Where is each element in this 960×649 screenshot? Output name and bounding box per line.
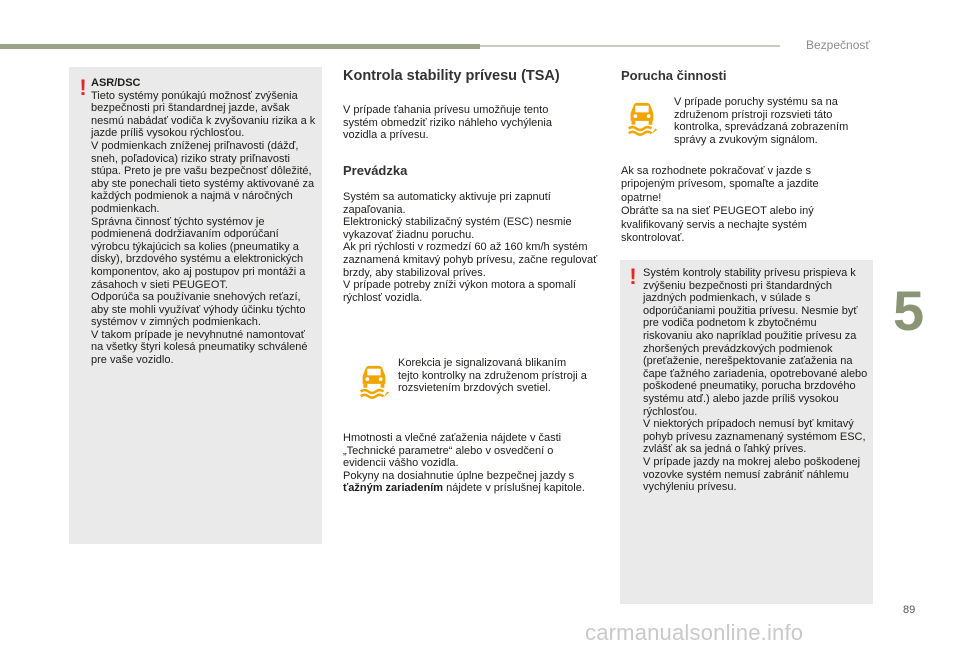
weights-paragraph [343,470,593,495]
asr-dsc-paragraph: V takom prípade je nevyhnutné namontovať na všetky štyri kolesá pneumatiky schválené pre vaše vozidlo. [91,328,308,367]
continue-paragraph: Ak sa rozhodnete pokračovať v jazde s pripojeným prívesom, spomaľte a jazdite opatrne! [621,165,819,204]
tow-device-term: ťažným zariadením [343,482,444,495]
continue-text [621,165,861,245]
asr-dsc-paragraph: Tieto systémy ponúkajú možnosť zvýšenia bezpečnosti pri štandardnej jazde, avšak nesmú nabádať vodiča k zvyšovaniu rizika a k jazde príliš vysokou rýchlosťou. [91,89,316,140]
continue-paragraph: Obráťte sa na sieť PEUGEOT alebo iný kvalifikovaný servis a nechajte systém skontrolovať. [621,205,814,245]
operation-paragraph: Ak pri rýchlosti v rozmedzí 60 až 160 km/h systém zaznamená kmitavý pohyb prívesu, začne regulovať brzdy, aby stabilizoval príves. [343,241,598,279]
trailer-stability-warning-icon [355,363,393,401]
tsa-intro: V prípade ťahania prívesu umožňuje tento systém obmedziť riziko náhleho vychýlenia vozidla a prívesu. [343,104,552,142]
asr-dsc-paragraph: Odporúča sa používanie snehových reťazí, aby ste mohli využívať výhody účinku týchto systémov v zimných podmienkach. [91,291,306,329]
operation-paragraph: V prípade potreby zníži výkon motora a spomalí rýchlosť vozidla. [343,279,576,304]
fault-title: Porucha činnosti [621,68,727,83]
tsa-warning-paragraph: V niektorých prípadoch nemusí byť kmitavý pohyb prívesu zaznamenaný systémom ESC, zvlášť ak sa jedná o ľahký príves. [643,418,866,456]
operation-paragraph: Systém sa automaticky aktivuje pri zapnutí zapaľovania. [343,191,551,216]
chapter-number: 5 [893,279,925,342]
weights-text-post: nájdete v príslušnej kapitole. [443,482,585,495]
tsa-title: Kontrola stability prívesu (TSA) [343,68,560,84]
tsa-warning-paragraph: Systém kontroly stability prívesu prispieva k zvýšeniu bezpečnosti pri štandardných jazdných podmienkach, v súlade s odporúčaniami použitia prívesu. Nesmie byť pre vodiča podnetom k zbytočnému riskovaniu ako napríklad použitie prívesu za zhoršených prevádzkových podmienok (preťaženie, nerešpektovanie zaťaženia na čape ťažného zariadenia, opotrebované alebo poškodené pneumatiky, porucha brzdového systému atď.) alebo jazde príliš vysokou rýchlosťou. [643,267,868,418]
watermark: carmanualsonline.info [585,620,804,645]
operation-text [343,191,598,304]
operation-subtitle: Prevádzka [343,163,408,178]
warning-exclamation-icon: ! [79,75,87,100]
weights-text [343,432,593,495]
tsa-warning-paragraph: V prípade jazdy na mokrej alebo poškodenej vozovke systém nemusí zabrániť náhlemu vychýleniu prívesu. [643,455,861,494]
asr-dsc-paragraph: V podmienkach zníženej priľnavosti (dážď, sneh, poľadovica) riziko straty priľnavosti stúpa. Preto je pre vašu bezpečnosť dôležité, aby ste ponechali tieto systémy aktivované za každých podmienok a najmä v náročných podmienkach. [91,139,315,215]
section-name: Bezpečnosť [806,38,870,52]
asr-dsc-title: ASR/DSC [91,77,141,89]
weights-text-pre: Pokyny na dosiahnutie úplne bezpečnej jazdy s [343,469,575,482]
tsa-warning-text [643,267,869,494]
indicator-text: Korekcia je signalizovaná blikaním tejto kontrolky na združenom prístroji a rozsvietením brzdových svetiel. [398,357,587,395]
page-number: 89 [903,604,916,616]
asr-dsc-paragraph: Správna činnosť týchto systémov je podmienená dodržiavaním odporúčaní výrobcu týkajúcich sa kolies (pneumatiky a disky), brzdového systému a elektronických komponentov, ako aj postupov pri montáži a zásahoch v sieti PEUGEOT. [91,215,306,291]
weights-paragraph: Hmotnosti a vlečné zaťaženia nájdete v časti „Technické parametre“ alebo v osvedčení o evidencii vášho vozidla. [343,432,562,470]
header-bar [0,44,480,49]
header-bar-thin [480,45,780,47]
warning-exclamation-icon: ! [629,264,637,289]
operation-paragraph: Elektronický stabilizačný systém (ESC) nesmie vykazovať žiadnu poruchu. [343,216,572,241]
asr-dsc-text [91,77,319,367]
trailer-stability-fault-icon [623,100,661,138]
fault-text: V prípade poruchy systému sa na združenom prístroji rozsvieti táto kontrolka, sprevádzaná zobrazením správy a zvukovým signálom. [674,96,849,146]
